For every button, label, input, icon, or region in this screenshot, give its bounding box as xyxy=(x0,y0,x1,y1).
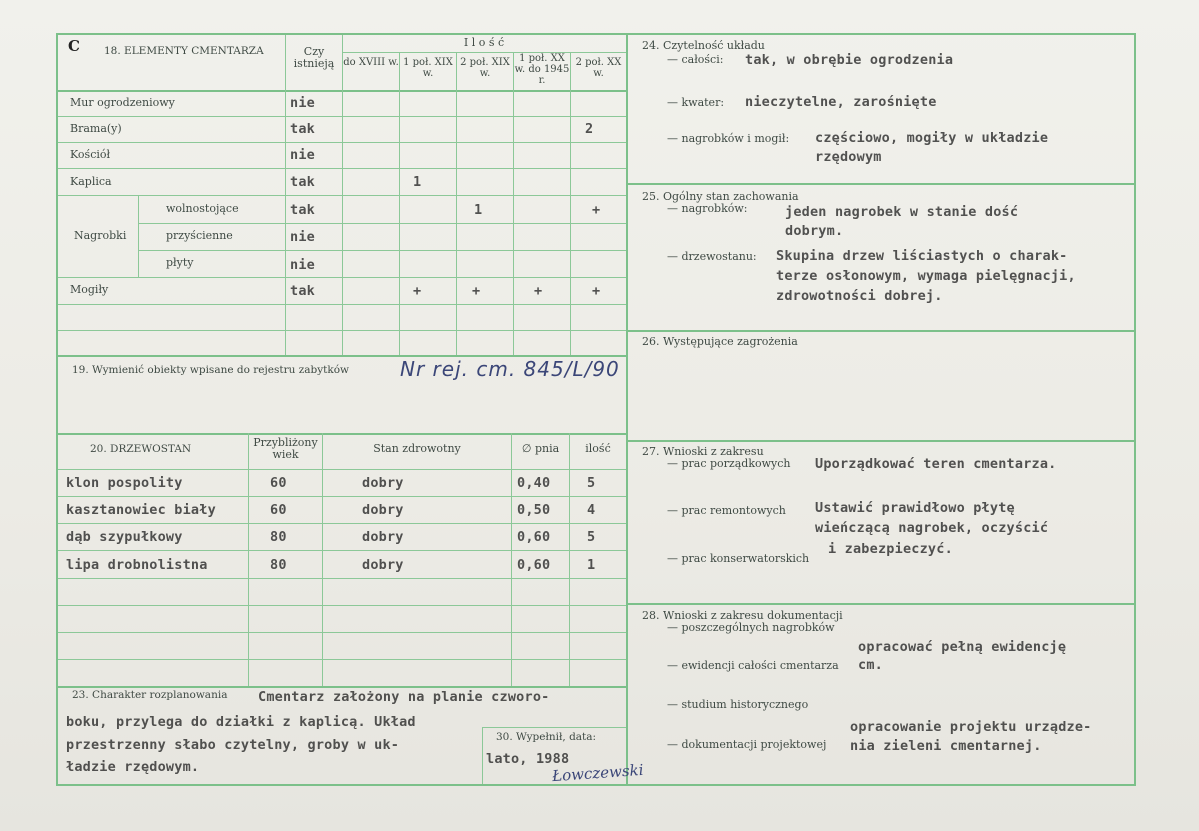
layout-text-line: Cmentarz założony na planie czworo- xyxy=(258,689,550,705)
count-mogily-1polxx: + xyxy=(534,283,543,299)
remontowych-label: — prac remontowych xyxy=(667,504,786,517)
row-label-brama: Brama(y) xyxy=(70,122,122,135)
period-header-0: do XVIII w. xyxy=(343,57,399,68)
czy-value: tak xyxy=(290,283,315,299)
tree-name: kasztanowiec biały xyxy=(66,502,216,518)
poszczegolnych-label: — poszczególnych nagrobków xyxy=(667,621,835,634)
ewidencji-label: — ewidencji całości cmentarza xyxy=(667,659,839,672)
row-label-plyty: płyty xyxy=(166,256,194,269)
section-30-label: 30. Wypełnił, data: xyxy=(496,731,597,743)
nagrobkow-state-label: — nagrobków: xyxy=(667,202,748,215)
count-mogily-2polxx: + xyxy=(592,283,601,299)
divider-25-26 xyxy=(627,330,1134,332)
tree-ilosc: 1 xyxy=(587,557,596,573)
ewidencja-value: opracować pełną ewidencję xyxy=(858,639,1067,655)
nagrobkow-state-value: jeden nagrobek w stanie dość xyxy=(785,204,1019,220)
section-26-label: 26. Występujące zagrożenia xyxy=(642,335,798,348)
section-25-label: 25. Ogólny stan zachowania xyxy=(642,190,799,203)
czy-value: nie xyxy=(290,257,315,273)
drzewostanu-value: terze osłonowym, wymaga pielęgnacji, xyxy=(776,268,1076,284)
count-mogily-2polxix: + xyxy=(472,283,481,299)
porzadkowych-label: — prac porządkowych xyxy=(667,457,791,470)
count-mogily-1polxix: + xyxy=(413,283,422,299)
tree-name: dąb szypułkowy xyxy=(66,529,183,545)
porzadkowych-value: Uporządkować teren cmentarza. xyxy=(815,456,1057,472)
drzewostanu-label: — drzewostanu: xyxy=(667,250,757,263)
section-27-label: 27. Wnioski z zakresu xyxy=(642,445,764,458)
divider-27-28 xyxy=(627,603,1134,605)
period-header-2: 2 poł. XIX w. xyxy=(460,57,510,79)
layout-text-line: przestrzenny słabo czytelny, groby w uk- xyxy=(66,737,400,753)
tree-pnia: 0,50 xyxy=(517,502,551,518)
row-label-kosciol: Kościół xyxy=(70,148,111,161)
period-header-3: 1 poł. XX w. do 1945 r. xyxy=(514,53,570,86)
count-kaplica-1polxix: 1 xyxy=(413,174,422,190)
layout-text-line: ładzie rzędowym. xyxy=(66,759,200,775)
nagrobki-group-label: Nagrobki xyxy=(74,229,127,242)
tree-pnia: 0,60 xyxy=(517,557,551,573)
signature: Łowczewski xyxy=(551,760,645,786)
tree-stan: dobry xyxy=(362,557,404,573)
czy-value: nie xyxy=(290,147,315,163)
layout-text-line: boku, przylega do działki z kaplicą. Układ xyxy=(66,714,416,730)
tree-stan: dobry xyxy=(362,529,404,545)
nagrobkow-mogil-value: częściowo, mogiły w układzie xyxy=(815,130,1049,146)
calosci-label: — całości: xyxy=(667,53,724,66)
czy-value: tak xyxy=(290,202,315,218)
register-number-handwritten: Nr rej. cm. 845/L/90 xyxy=(400,357,620,381)
ilosc-header: ilość xyxy=(585,442,611,455)
tree-stan: dobry xyxy=(362,502,404,518)
projektowej-value: opracowanie projektu urządze- xyxy=(850,719,1092,735)
center-divider xyxy=(626,33,628,786)
tree-ilosc: 5 xyxy=(587,529,596,545)
ewidencja-value: cm. xyxy=(858,657,883,673)
tree-wiek: 60 xyxy=(270,475,287,491)
remontowych-value: i zabezpieczyć. xyxy=(828,541,953,557)
row-label-mogily: Mogiły xyxy=(70,283,109,296)
row-label-wolnostojace: wolnostojące xyxy=(166,202,239,215)
tree-name: lipa drobnolistna xyxy=(66,557,208,573)
wiek-header: Przybliżony wiek xyxy=(253,436,318,461)
czy-value: tak xyxy=(290,174,315,190)
kwater-label: — kwater: xyxy=(667,96,725,109)
czy-istnieja-header: Czy istnieją xyxy=(293,45,335,70)
tree-wiek: 60 xyxy=(270,502,287,518)
tree-name: klon pospolity xyxy=(66,475,183,491)
remontowych-value: Ustawić prawidłowo płytę xyxy=(815,500,1015,516)
drzewostanu-value: zdrowotności dobrej. xyxy=(776,288,943,304)
studium-label: — studium historycznego xyxy=(667,698,809,711)
czy-value: nie xyxy=(290,95,315,111)
nagrobkow-mogil-label: — nagrobków i mogił: xyxy=(667,132,790,145)
remontowych-value: wieńczącą nagrobek, oczyścić xyxy=(815,520,1049,536)
row-label-kaplica: Kaplica xyxy=(70,175,112,188)
row-label-przyscienne: przyścienne xyxy=(166,229,233,242)
row-label-mur: Mur ogrodzeniowy xyxy=(70,96,175,109)
section-letter: C xyxy=(68,37,80,55)
count-wolno-2polxix: 1 xyxy=(474,202,483,218)
section-30-top-border xyxy=(482,727,626,728)
czy-value: nie xyxy=(290,229,315,245)
section-19-label: 19. Wymienić obiekty wpisane do rejestru zabytków xyxy=(72,364,350,376)
kwater-value: nieczytelne, zarośnięte xyxy=(745,94,937,110)
tree-ilosc: 4 xyxy=(587,502,596,518)
filled-date: lato, 1988 xyxy=(486,751,570,767)
drzewostanu-value: Skupina drzew liściastych o charak- xyxy=(776,248,1068,264)
tree-pnia: 0,40 xyxy=(517,475,551,491)
projektowej-value: nia zieleni cmentarnej. xyxy=(850,738,1042,754)
period-header-1: 1 poł. XIX w. xyxy=(403,57,453,79)
divider-26-27 xyxy=(627,440,1134,442)
stan-header: Stan zdrowotny xyxy=(373,442,461,455)
section-20-top-border xyxy=(58,433,626,435)
konserwatorskich-label: — prac konserwatorskich xyxy=(667,552,810,565)
section-20-title: 20. DRZEWOSTAN xyxy=(90,443,192,455)
period-header-4: 2 poł. XX w. xyxy=(575,57,622,79)
tree-pnia: 0,60 xyxy=(517,529,551,545)
divider-24-25 xyxy=(627,183,1134,185)
section-18-title: 18. ELEMENTY CMENTARZA xyxy=(104,45,264,57)
nagrobkow-state-value: dobrym. xyxy=(785,223,844,239)
section-28-label: 28. Wnioski z zakresu dokumentacji xyxy=(642,609,843,622)
count-brama-2polxx: 2 xyxy=(585,121,594,137)
czy-value: tak xyxy=(290,121,315,137)
nagrobkow-mogil-value: rzędowym xyxy=(815,149,882,165)
ilosc-header: I l o ś ć xyxy=(463,36,505,49)
pnia-header: ∅ pnia xyxy=(521,442,560,455)
calosci-value: tak, w obrębie ogrodzenia xyxy=(745,52,954,68)
projektowej-label: — dokumentacji projektowej xyxy=(667,738,827,751)
tree-stan: dobry xyxy=(362,475,404,491)
tree-wiek: 80 xyxy=(270,557,287,573)
count-wolno-2polxx: + xyxy=(592,202,601,218)
tree-wiek: 80 xyxy=(270,529,287,545)
section-30-left-border xyxy=(482,727,483,784)
section-24-label: 24. Czytelność układu xyxy=(642,39,765,52)
section-23-label: 23. Charakter rozplanowania xyxy=(72,689,228,701)
tree-ilosc: 5 xyxy=(587,475,596,491)
